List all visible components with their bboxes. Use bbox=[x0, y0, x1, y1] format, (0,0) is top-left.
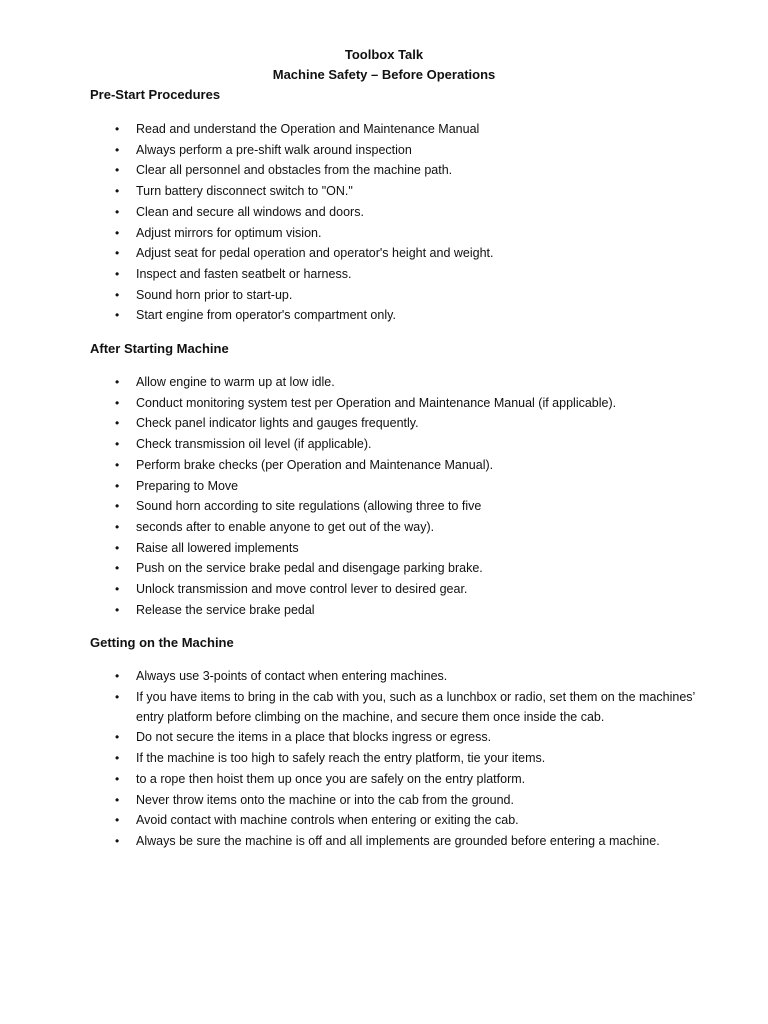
bullet-icon: • bbox=[115, 582, 120, 597]
bullet-icon: • bbox=[115, 792, 120, 807]
list-item: • Clear all personnel and obstacles from the machine path. bbox=[0, 160, 696, 181]
bullet-icon: • bbox=[115, 122, 120, 136]
bullet-icon: • bbox=[115, 813, 120, 828]
bullet-icon: • bbox=[115, 308, 120, 323]
list-item: • Push on the service brake pedal and disengage parking brake. bbox=[0, 558, 696, 579]
bullet-icon: • bbox=[115, 375, 120, 389]
bullet-icon: • bbox=[115, 266, 120, 281]
bullet-icon: • bbox=[115, 499, 120, 514]
section-heading-after-starting: After Starting Machine bbox=[90, 341, 229, 356]
bullet-icon: • bbox=[115, 142, 120, 157]
bullet-icon: • bbox=[115, 519, 120, 534]
list-item: • Inspect and fasten seatbelt or harness. bbox=[0, 264, 696, 285]
list-item: • Never throw items onto the machine or into the cab from the ground. bbox=[0, 790, 696, 811]
bullet-icon: • bbox=[115, 834, 120, 848]
bullet-icon: • bbox=[115, 287, 120, 302]
bullet-icon: • bbox=[115, 602, 120, 617]
list-item: • Raise all lowered implements bbox=[0, 538, 696, 559]
bullet-icon: • bbox=[115, 478, 120, 493]
list-item: • Release the service brake pedal bbox=[0, 600, 696, 621]
getting-on-list bbox=[0, 666, 696, 852]
bullet-icon: • bbox=[115, 730, 120, 745]
bullet-icon: • bbox=[115, 225, 120, 240]
list-item: • Perform brake checks (per Operation and Maintenance Manual). bbox=[0, 455, 696, 476]
bullet-icon: • bbox=[115, 457, 120, 472]
bullet-icon: • bbox=[115, 204, 120, 219]
list-item: • Sound horn prior to start-up. bbox=[0, 285, 696, 306]
list-item: • to a rope then hoist them up once you are safely on the entry platform. bbox=[0, 769, 696, 790]
list-item: • Clean and secure all windows and doors. bbox=[0, 202, 696, 223]
bullet-icon: • bbox=[115, 437, 120, 452]
section-heading-getting-on: Getting on the Machine bbox=[90, 635, 234, 650]
bullet-icon: • bbox=[115, 395, 120, 410]
list-item: • Turn battery disconnect switch to "ON." bbox=[0, 181, 696, 202]
list-item: • Read and understand the Operation and Maintenance Manual bbox=[0, 119, 696, 140]
list-item: • Start engine from operator's compartment only. bbox=[0, 305, 696, 326]
list-item: • Preparing to Move bbox=[0, 476, 696, 497]
list-item: • Always perform a pre-shift walk around inspection bbox=[0, 140, 696, 161]
list-item: • Adjust seat for pedal operation and operator's height and weight. bbox=[0, 243, 696, 264]
pre-start-list bbox=[0, 119, 696, 326]
list-item: • Allow engine to warm up at low idle. bbox=[0, 372, 696, 393]
bullet-icon: • bbox=[115, 561, 120, 576]
list-item: • Conduct monitoring system test per Operation and Maintenance Manual (if applicable). bbox=[0, 393, 696, 414]
list-item: • If you have items to bring in the cab with you, such as a lunchbox or radio, set them on the machines’ entry platform before climbing on the machine, and secure them once inside the cab. bbox=[0, 687, 696, 728]
list-item: • Do not secure the items in a place that blocks ingress or egress. bbox=[0, 727, 696, 748]
bullet-icon: • bbox=[115, 540, 120, 555]
bullet-icon: • bbox=[115, 246, 120, 261]
list-item: • seconds after to enable anyone to get out of the way). bbox=[0, 517, 696, 538]
document-subtitle: Machine Safety – Before Operations bbox=[272, 67, 496, 82]
list-item: • Check transmission oil level (if applicable). bbox=[0, 434, 696, 455]
bullet-icon: • bbox=[115, 751, 120, 766]
bullet-icon: • bbox=[115, 184, 120, 199]
document-title: Toolbox Talk bbox=[344, 47, 424, 62]
list-item: • Unlock transmission and move control lever to desired gear. bbox=[0, 579, 696, 600]
bullet-icon: • bbox=[115, 669, 120, 683]
list-item: • Adjust mirrors for optimum vision. bbox=[0, 223, 696, 244]
bullet-icon: • bbox=[115, 163, 120, 178]
list-item: • Avoid contact with machine controls when entering or exiting the cab. bbox=[0, 810, 696, 831]
list-item: • Always use 3-points of contact when entering machines. bbox=[0, 666, 696, 687]
bullet-icon: • bbox=[115, 689, 120, 704]
bullet-icon: • bbox=[115, 771, 120, 786]
list-item: • Sound horn according to site regulations (allowing three to five bbox=[0, 496, 696, 517]
bullet-icon: • bbox=[115, 416, 120, 431]
list-item: • Check panel indicator lights and gauges frequently. bbox=[0, 413, 696, 434]
after-starting-list bbox=[0, 372, 696, 620]
list-item: • If the machine is too high to safely reach the entry platform, tie your items. bbox=[0, 748, 696, 769]
section-heading-pre-start: Pre-Start Procedures bbox=[90, 87, 221, 102]
list-item: • Always be sure the machine is off and all implements are grounded before entering a machine. bbox=[0, 831, 696, 852]
